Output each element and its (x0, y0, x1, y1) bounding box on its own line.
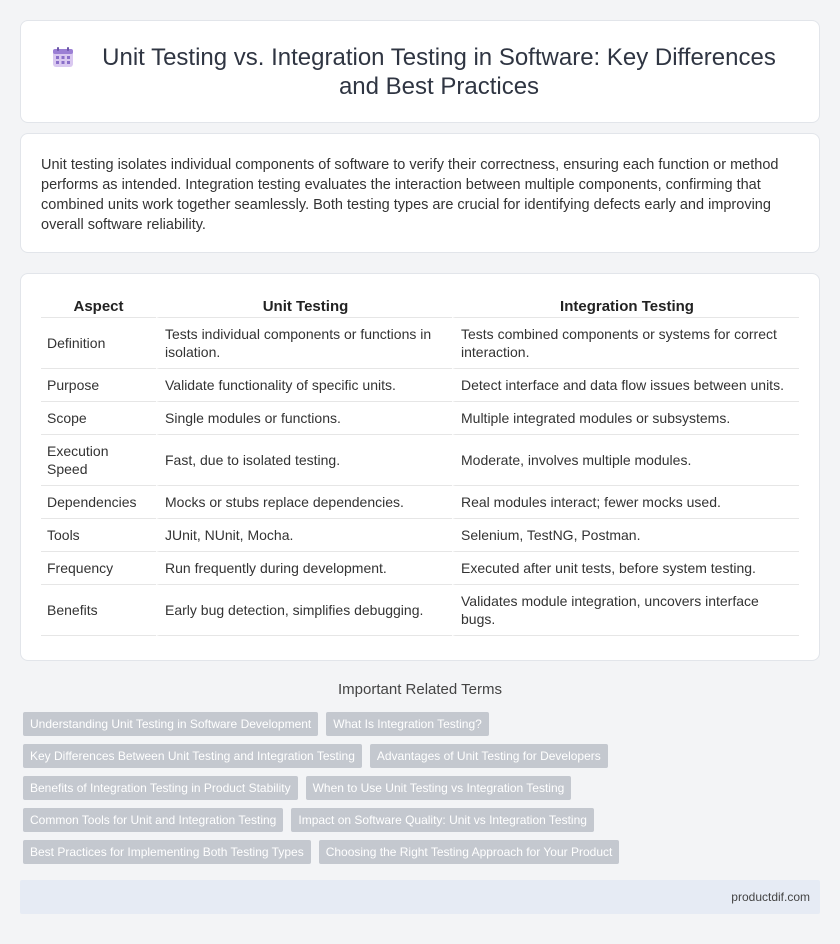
aspect-cell: Scope (41, 402, 156, 435)
table-row (41, 369, 799, 402)
table-header-row (41, 294, 799, 318)
page-title: Unit Testing vs. Integration Testing in Software: Key Differences and Best Practices (102, 43, 776, 100)
table-row (41, 435, 799, 486)
table-row (41, 585, 799, 636)
integration-cell: Tests combined components or systems for correct interaction. (452, 318, 799, 369)
unit-cell: Fast, due to isolated testing. (156, 435, 452, 486)
calendar-grid-icon (51, 45, 75, 69)
related-term-link[interactable]: What Is Integration Testing? (326, 712, 489, 736)
table-row (41, 318, 799, 369)
integration-cell: Selenium, TestNG, Postman. (452, 519, 799, 552)
related-term-link[interactable]: Understanding Unit Testing in Software Development (23, 712, 318, 736)
related-terms-title: Important Related Terms (338, 681, 502, 698)
tag-row (23, 744, 823, 768)
tag-row (23, 712, 823, 736)
related-term-link[interactable]: Advantages of Unit Testing for Developers (370, 744, 608, 768)
related-term-link[interactable]: Best Practices for Implementing Both Testing Types (23, 840, 311, 864)
unit-cell: Tests individual components or functions in isolation. (156, 318, 452, 369)
table-row (41, 486, 799, 519)
related-terms-list (23, 712, 823, 872)
unit-cell: Single modules or functions. (156, 402, 452, 435)
tag-row (23, 840, 823, 864)
header-unit-testing: Unit Testing (156, 294, 452, 318)
unit-cell: Run frequently during development. (156, 552, 452, 585)
comparison-table (41, 294, 799, 636)
related-term-link[interactable]: Choosing the Right Testing Approach for Your Product (319, 840, 620, 864)
unit-cell: Validate functionality of specific units. (156, 369, 452, 402)
aspect-cell: Benefits (41, 585, 156, 636)
aspect-cell: Purpose (41, 369, 156, 402)
related-term-link[interactable]: Impact on Software Quality: Unit vs Integration Testing (291, 808, 594, 832)
aspect-cell: Definition (41, 318, 156, 369)
unit-cell: Mocks or stubs replace dependencies. (156, 486, 452, 519)
integration-cell: Detect interface and data flow issues between units. (452, 369, 799, 402)
header-aspect: Aspect (41, 294, 156, 318)
integration-cell: Multiple integrated modules or subsystems. (452, 402, 799, 435)
related-term-link[interactable]: When to Use Unit Testing vs Integration Testing (306, 776, 572, 800)
footer (20, 880, 820, 914)
intro-card (20, 133, 820, 253)
header-card (20, 20, 820, 123)
tag-row (23, 776, 823, 800)
aspect-cell: Execution Speed (41, 435, 156, 486)
unit-cell: JUnit, NUnit, Mocha. (156, 519, 452, 552)
related-term-link[interactable]: Benefits of Integration Testing in Product Stability (23, 776, 298, 800)
aspect-cell: Frequency (41, 552, 156, 585)
header-integration-testing: Integration Testing (452, 294, 799, 318)
integration-cell: Real modules interact; fewer mocks used. (452, 486, 799, 519)
integration-cell: Executed after unit tests, before system testing. (452, 552, 799, 585)
aspect-cell: Dependencies (41, 486, 156, 519)
aspect-cell: Tools (41, 519, 156, 552)
site-link[interactable]: productdif.com (731, 890, 810, 904)
intro-paragraph: Unit testing isolates individual components of software to verify their correctness, ensuring each function or method performs as intended. Integration testing evaluates the interaction between multiple components, confirming that combined units work together seamlessly. Both testing types are crucial for identifying defects early and improving overall software reliability. (41, 157, 779, 233)
table-row (41, 552, 799, 585)
tag-row (23, 808, 823, 832)
unit-cell: Early bug detection, simplifies debugging. (156, 585, 452, 636)
table-row (41, 519, 799, 552)
table-row (41, 402, 799, 435)
integration-cell: Moderate, involves multiple modules. (452, 435, 799, 486)
integration-cell: Validates module integration, uncovers interface bugs. (452, 585, 799, 636)
related-term-link[interactable]: Key Differences Between Unit Testing and Integration Testing (23, 744, 362, 768)
comparison-card (20, 273, 820, 661)
related-term-link[interactable]: Common Tools for Unit and Integration Testing (23, 808, 283, 832)
